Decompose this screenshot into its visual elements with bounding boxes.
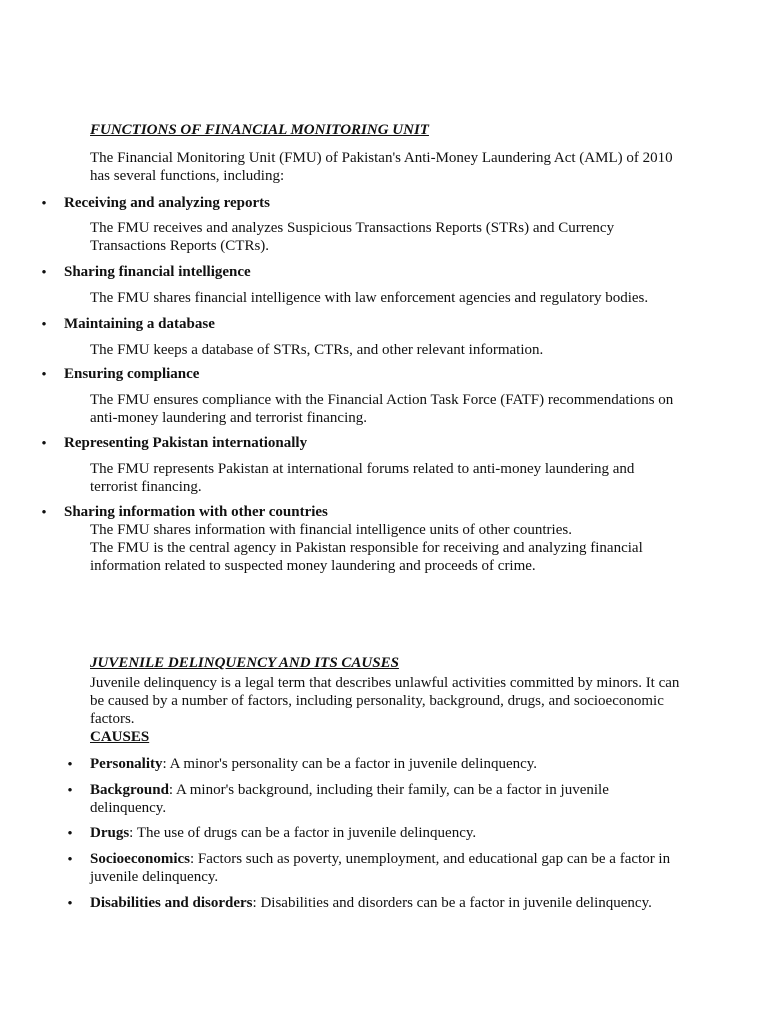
fmu-item-heading: Receiving and analyzing reports	[64, 195, 270, 211]
fmu-item-heading: Sharing information with other countries	[64, 504, 328, 520]
cause-item	[90, 755, 680, 773]
cause-term: Personality	[90, 756, 163, 772]
bullet-marker: •	[41, 367, 47, 383]
section1-closing: The FMU is the central agency in Pakistan responsible for receiving and analyzing financial information related to suspected money laundering and proceeds of crime.	[90, 540, 643, 574]
cause-item	[90, 781, 680, 817]
bullet-marker: •	[67, 896, 73, 912]
fmu-item-text: The FMU receives and analyzes Suspicious Transactions Reports (STRs) and Currency Transactions Reports (CTRs).	[90, 220, 615, 254]
bullet-marker: •	[67, 852, 73, 868]
bullet-marker: •	[41, 317, 47, 333]
bullet-marker: •	[41, 436, 47, 452]
cause-item	[90, 850, 680, 886]
cause-term: Socioeconomics	[90, 851, 190, 867]
fmu-item-text: The FMU represents Pakistan at international forums related to anti-money laundering and terrorist financing.	[90, 461, 635, 495]
cause-text: : Disabilities and disorders can be a factor in juvenile delinquency.	[252, 895, 652, 911]
bullet-marker: •	[41, 196, 47, 212]
section2-intro: Juvenile delinquency is a legal term that describes unlawful activities committed by minors. It can be caused by a number of factors, including personality, background, drugs, and socioeconomic factors.	[90, 675, 680, 727]
cause-text: : A minor's background, including their family, can be a factor in juvenile delinquency.	[90, 782, 609, 816]
bullet-marker: •	[41, 265, 47, 281]
fmu-item-text: The FMU keeps a database of STRs, CTRs, and other relevant information.	[90, 342, 544, 358]
bullet-marker: •	[67, 826, 73, 842]
cause-term: Background	[90, 782, 169, 798]
cause-text: : The use of drugs can be a factor in juvenile delinquency.	[129, 825, 477, 841]
cause-term: Drugs	[90, 825, 130, 841]
fmu-item-heading: Maintaining a database	[64, 316, 215, 332]
fmu-item-heading: Representing Pakistan internationally	[64, 435, 308, 451]
bullet-marker: •	[67, 757, 73, 773]
fmu-item-text: The FMU ensures compliance with the Financial Action Task Force (FATF) recommendations on anti-money laundering and terrorist financing.	[90, 392, 674, 426]
bullet-marker: •	[67, 783, 73, 799]
cause-item	[90, 894, 680, 912]
cause-text: : A minor's personality can be a factor in juvenile delinquency.	[162, 756, 538, 772]
bullet-marker: •	[41, 505, 47, 521]
cause-text: : Factors such as poverty, unemployment, and educational gap can be a factor in juvenile delinquency.	[90, 851, 671, 885]
section2-title: JUVENILE DELINQUENCY AND ITS CAUSES	[90, 655, 399, 671]
fmu-item-heading: Sharing financial intelligence	[64, 264, 251, 280]
fmu-item-heading: Ensuring compliance	[64, 366, 200, 382]
cause-item	[90, 824, 680, 842]
causes-heading: CAUSES	[90, 729, 150, 745]
fmu-item-text: The FMU shares information with financial intelligence units of other countries.	[90, 522, 572, 538]
section1-title: FUNCTIONS OF FINANCIAL MONITORING UNIT	[90, 122, 429, 138]
cause-term: Disabilities and disorders	[90, 895, 253, 911]
section1-intro: The Financial Monitoring Unit (FMU) of Pakistan's Anti-Money Laundering Act (AML) of 2010 has several functions, including:	[90, 150, 673, 184]
fmu-item-text: The FMU shares financial intelligence with law enforcement agencies and regulatory bodies.	[90, 290, 649, 306]
